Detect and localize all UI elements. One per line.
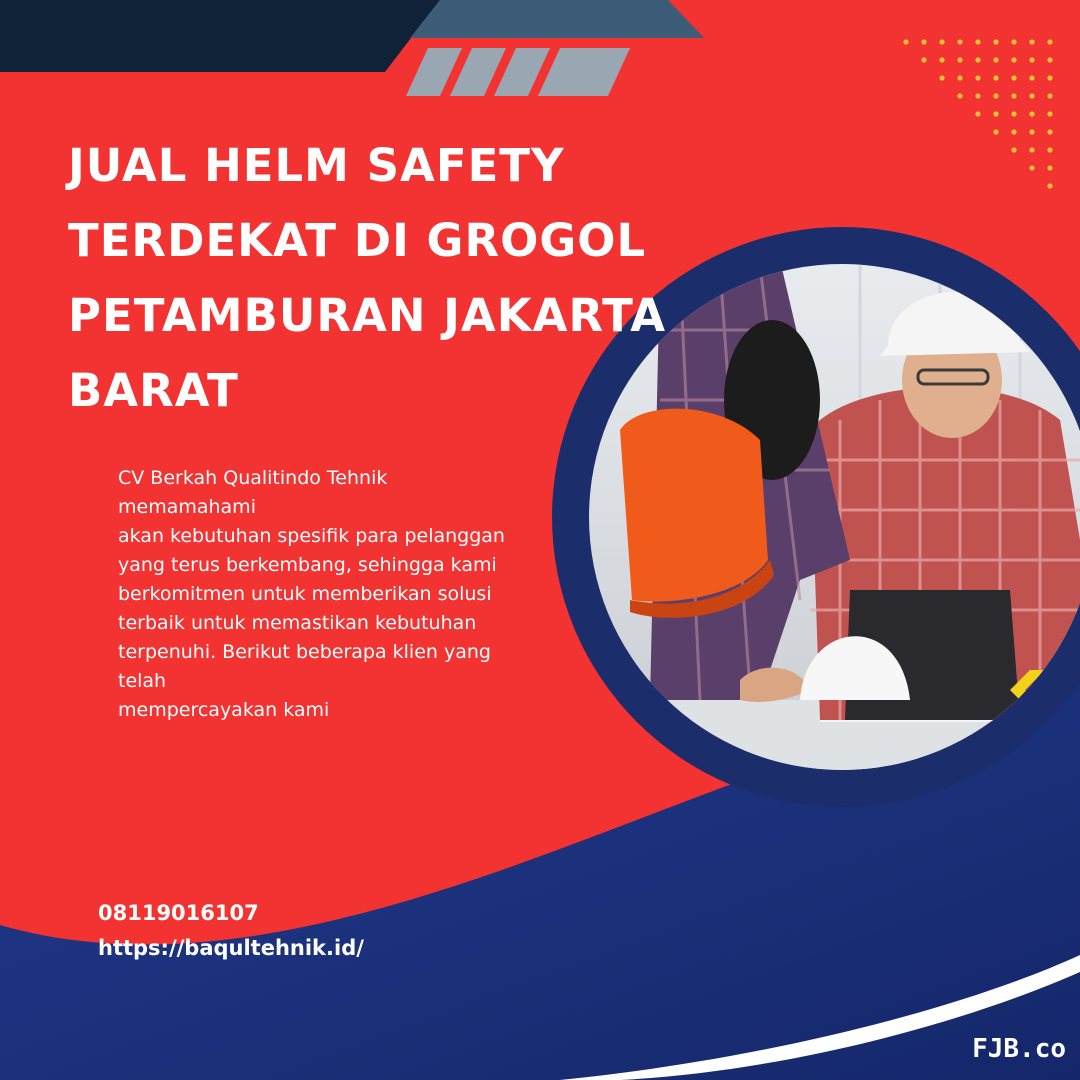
stripes-decoration <box>406 48 630 96</box>
watermark-logo: FJB.co <box>972 1034 1066 1064</box>
top-slate-band <box>410 0 704 38</box>
yellow-dot <box>993 111 998 116</box>
yellow-dot <box>957 75 962 80</box>
yellow-dot <box>939 75 944 80</box>
yellow-dot <box>975 39 980 44</box>
description-line: CV Berkah Qualitindo Tehnik <box>118 467 388 489</box>
yellow-dot <box>957 57 962 62</box>
yellow-dot <box>1047 39 1052 44</box>
title-line: PETAMBURAN JAKARTA <box>68 289 667 342</box>
yellow-dot <box>1029 57 1034 62</box>
yellow-dot <box>1047 57 1052 62</box>
yellow-dot <box>1029 129 1034 134</box>
yellow-dot <box>957 93 962 98</box>
yellow-dot <box>993 129 998 134</box>
yellow-dot <box>1029 93 1034 98</box>
yellow-dot <box>1029 165 1034 170</box>
yellow-dot <box>1011 147 1016 152</box>
yellow-dot <box>1047 147 1052 152</box>
description-line: terpenuhi. Berikut beberapa klien yang <box>118 641 491 663</box>
description-line: terbaik untuk memastikan kebutuhan <box>118 612 477 634</box>
yellow-dot <box>993 57 998 62</box>
yellow-dot <box>975 57 980 62</box>
title-line: TERDEKAT DI GROGOL <box>68 214 647 267</box>
yellow-dot <box>1011 111 1016 116</box>
description-line: akan kebutuhan spesifik para pelanggan <box>118 525 505 547</box>
yellow-dot <box>1011 75 1016 80</box>
yellow-dot <box>921 39 926 44</box>
description-text <box>118 464 558 725</box>
yellow-dot <box>921 57 926 62</box>
phone-number[interactable]: 08119016107 <box>98 901 259 925</box>
yellow-dots-decoration <box>903 39 1052 188</box>
yellow-dot <box>1047 165 1052 170</box>
yellow-dot <box>939 39 944 44</box>
yellow-dot <box>993 75 998 80</box>
yellow-dot <box>993 93 998 98</box>
website-link[interactable]: https://baqultehnik.id/ <box>98 936 364 960</box>
description-line: memamahami <box>118 496 256 518</box>
yellow-dot <box>1047 129 1052 134</box>
top-dark-band <box>0 0 440 72</box>
yellow-dot <box>1011 129 1016 134</box>
yellow-dot <box>1047 111 1052 116</box>
yellow-dot <box>1047 93 1052 98</box>
title-line: BARAT <box>68 364 239 417</box>
title-line: JUAL HELM SAFETY <box>68 139 565 192</box>
contact-info <box>98 896 364 966</box>
yellow-dot <box>903 39 908 44</box>
yellow-dot <box>975 111 980 116</box>
yellow-dot <box>1047 75 1052 80</box>
yellow-dot <box>939 57 944 62</box>
yellow-dot <box>975 93 980 98</box>
yellow-dot <box>1029 147 1034 152</box>
yellow-dot <box>1011 93 1016 98</box>
description-line: telah <box>118 670 167 692</box>
yellow-dot <box>1047 183 1052 188</box>
description-line: yang terus berkembang, sehingga kami <box>118 554 497 576</box>
page-title <box>68 128 708 428</box>
yellow-dot <box>1011 39 1016 44</box>
description-line: mempercayakan kami <box>118 699 330 721</box>
description-line: berkomitmen untuk memberikan solusi <box>118 583 492 605</box>
yellow-dot <box>1011 57 1016 62</box>
yellow-dot <box>1029 75 1034 80</box>
yellow-dot <box>1029 39 1034 44</box>
yellow-dot <box>975 75 980 80</box>
yellow-dot <box>1029 111 1034 116</box>
yellow-dot <box>957 39 962 44</box>
yellow-dot <box>993 39 998 44</box>
